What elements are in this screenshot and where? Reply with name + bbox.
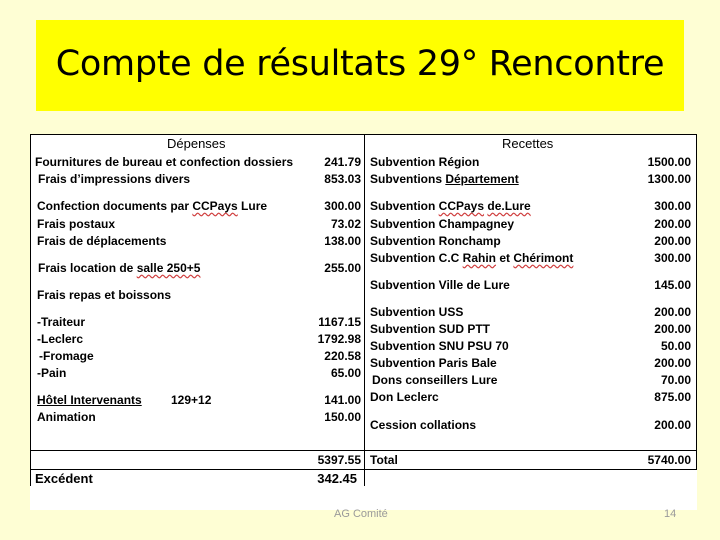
depense-label: -Traiteur [37, 315, 86, 329]
recette-label: Subvention USS [370, 305, 464, 319]
depense-amount: 141.00 [324, 393, 361, 407]
recette-label: Subventions Département [370, 172, 519, 186]
recette-label: Subvention SUD PTT [370, 322, 490, 336]
depense-label: Hôtel Intervenants [37, 393, 142, 407]
recette-amount: 200.00 [654, 305, 691, 319]
depense-label: Fournitures de bureau et confection dossiers [35, 155, 294, 169]
depense-amount: 138.00 [324, 234, 361, 248]
total-top-border [30, 450, 697, 451]
recette-amount: 200.00 [654, 217, 691, 231]
recette-label: Subvention Région [370, 155, 480, 169]
footer-text: AG Comité [334, 508, 388, 520]
table-top-border [30, 134, 697, 135]
recette-amount: 1500.00 [647, 155, 691, 169]
recette-label: Subvention Ville de Lure [370, 278, 510, 292]
depense-amount: 73.02 [330, 217, 361, 231]
depense-amount: 853.03 [324, 172, 361, 186]
recettes-header: Recettes [502, 136, 554, 151]
depense-amount: 255.00 [324, 261, 361, 275]
depense-label: Frais postaux [37, 217, 116, 231]
depense-amount: 220.58 [324, 349, 361, 363]
table-left-border [30, 134, 31, 486]
recette-amount: 50.00 [660, 339, 691, 353]
recette-label: Don Leclerc [370, 390, 439, 404]
total-label: Total [370, 453, 398, 467]
depense-amount: 1792.98 [317, 332, 361, 346]
page-number: 14 [664, 508, 677, 520]
depenses-header: Dépenses [167, 136, 226, 151]
depense-amount: 300.00 [324, 199, 361, 213]
depense-label: -Leclerc [37, 332, 84, 346]
depense-amount: 1167.15 [318, 315, 361, 329]
excedent-label: Excédent [35, 471, 93, 486]
recette-amount: 200.00 [654, 356, 691, 370]
slide-title: Compte de résultats 29° Rencontre [55, 44, 665, 84]
recette-label: Subvention Champagney [370, 217, 515, 231]
depense-label: Frais location de salle 250+5 [38, 261, 201, 275]
results-table [30, 134, 697, 510]
column-divider [364, 134, 365, 486]
recette-amount: 300.00 [654, 199, 691, 213]
recette-amount: 300.00 [654, 251, 691, 265]
recette-label: Subvention SNU PSU 70 [370, 339, 509, 353]
total-depenses: 5397.55 [317, 453, 361, 467]
depense-label: Frais d’impressions divers [38, 172, 191, 186]
recette-amount: 200.00 [654, 418, 691, 432]
depense-label: Confection documents par CCPays Lure [37, 199, 268, 213]
depense-label: -Fromage [39, 349, 94, 363]
recette-amount: 70.00 [660, 373, 691, 387]
total-bottom-border [30, 469, 697, 470]
recette-label: Subvention CCPays de.Lure [370, 199, 531, 213]
depense-amount: 65.00 [330, 366, 361, 380]
recette-label: Cession collations [370, 418, 477, 432]
recette-label: Dons conseillers Lure [372, 373, 498, 387]
depense-note: 129+12 [171, 393, 212, 407]
recette-amount: 200.00 [654, 322, 691, 336]
depense-amount: 241.79 [324, 155, 361, 169]
title-banner [36, 20, 684, 111]
depense-label: Frais de déplacements [37, 234, 167, 248]
depense-label: -Pain [37, 366, 67, 380]
recette-label: Subvention C.C Rahin et Chérimont [370, 251, 574, 265]
recette-amount: 200.00 [654, 234, 691, 248]
recette-label: Subvention Ronchamp [370, 234, 501, 248]
recette-amount: 145.00 [654, 278, 691, 292]
recette-amount: 1300.00 [647, 172, 691, 186]
depense-amount: 150.00 [324, 410, 361, 424]
depense-label: Animation [37, 410, 96, 424]
recette-amount: 875.00 [654, 390, 691, 404]
depense-label: Frais repas et boissons [37, 288, 172, 302]
excedent-amount: 342.45 [317, 471, 357, 486]
total-recettes: 5740.00 [647, 453, 691, 467]
recette-label: Subvention Paris Bale [370, 356, 497, 370]
table-right-border [696, 134, 697, 470]
